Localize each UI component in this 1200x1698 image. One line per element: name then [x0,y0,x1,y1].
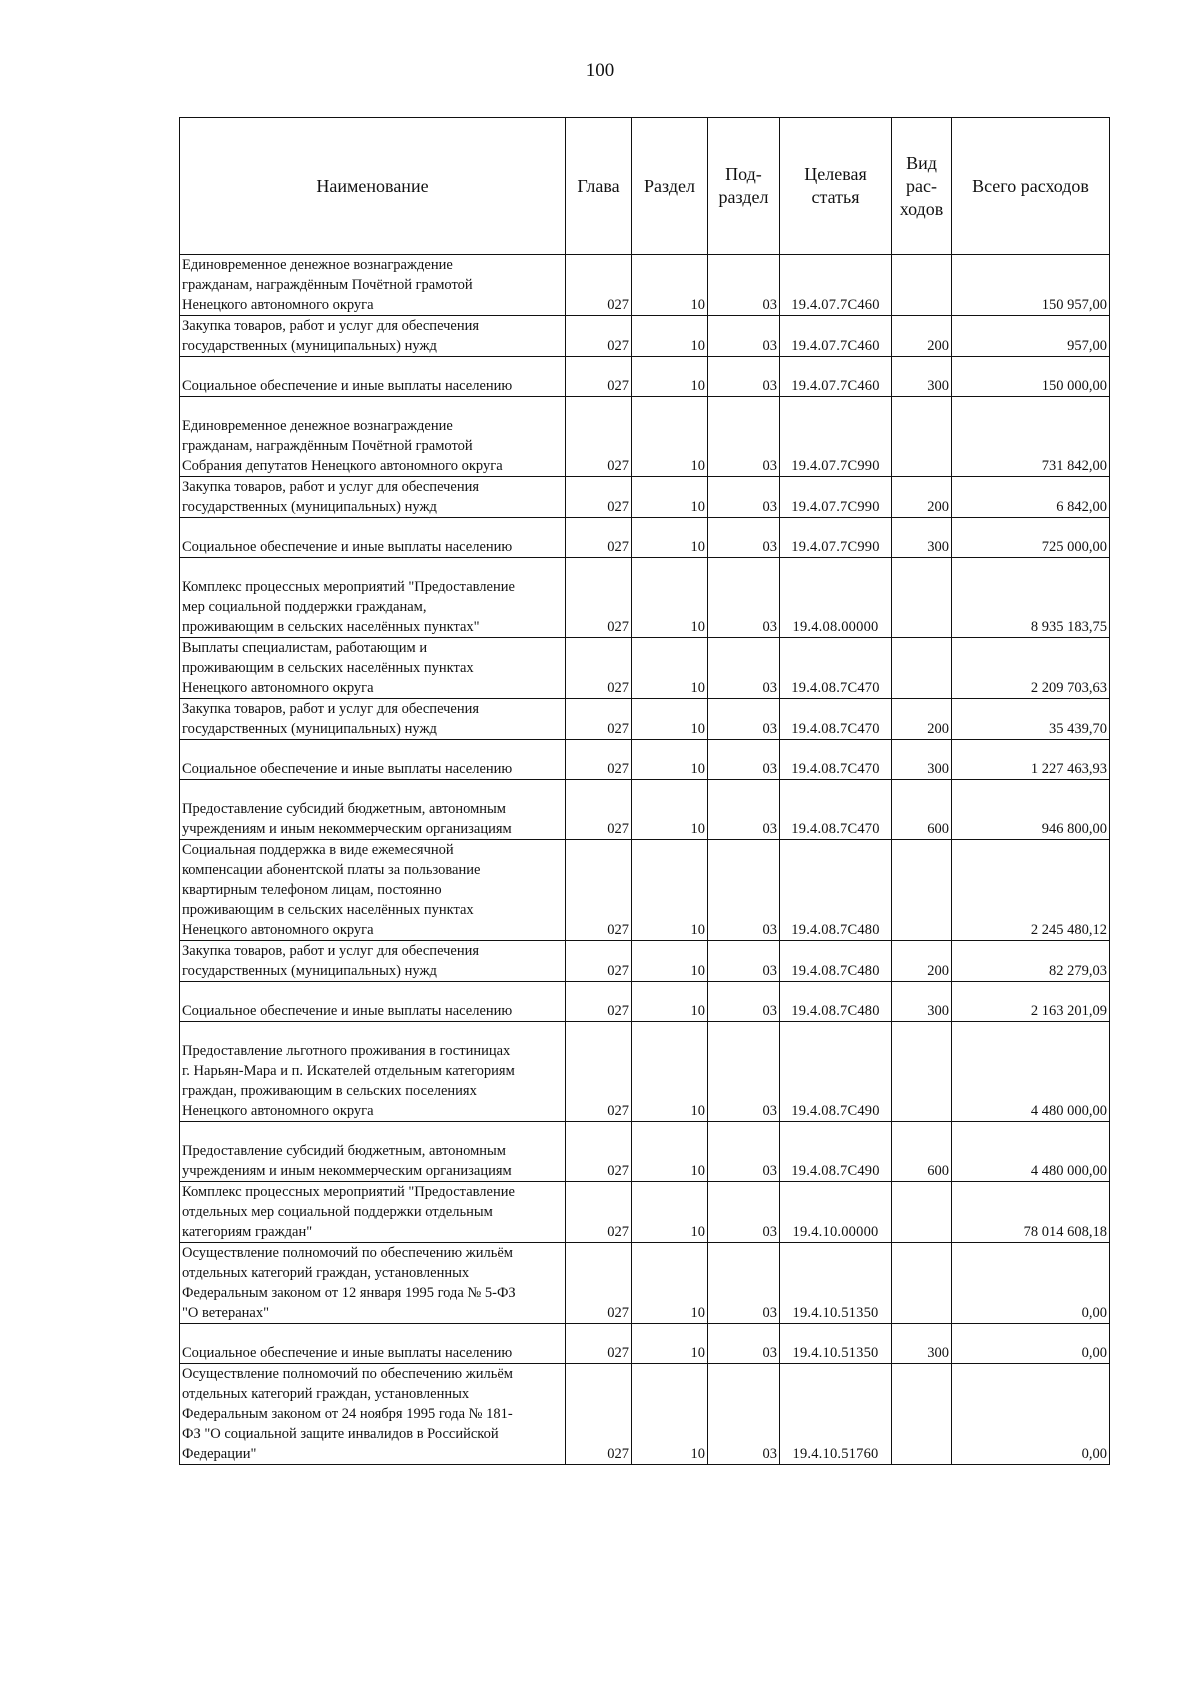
cell-total: 4 480 000,00 [952,1122,1110,1182]
cell-name: Единовременное денежное вознаграждение гражданам, награждённым Почётной грамотой Собрания депутатов Ненецкого автономного округа [180,397,566,477]
cell-total: 2 209 703,63 [952,638,1110,699]
cell-razdel: 10 [632,1324,708,1364]
cell-vid-rashodov: 300 [892,740,952,780]
cell-podrazdel: 03 [708,357,780,397]
cell-podrazdel: 03 [708,518,780,558]
cell-vid-rashodov [892,1243,952,1324]
cell-total: 957,00 [952,316,1110,357]
table-row [180,1022,1110,1122]
cell-razdel: 10 [632,316,708,357]
cell-podrazdel: 03 [708,982,780,1022]
cell-podrazdel: 03 [708,1022,780,1122]
cell-glava: 027 [566,699,632,740]
table-row [180,982,1110,1022]
cell-glava: 027 [566,941,632,982]
table-row [180,1182,1110,1243]
cell-glava: 027 [566,1364,632,1465]
table-row [180,1324,1110,1364]
cell-glava: 027 [566,740,632,780]
cell-vid-rashodov: 200 [892,941,952,982]
header-total: Всего расходов [952,118,1110,255]
cell-name: Закупка товаров, работ и услуг для обеспечения государственных (муниципальных) нужд [180,477,566,518]
cell-name: Социальное обеспечение и иные выплаты населению [180,357,566,397]
cell-vid-rashodov: 200 [892,699,952,740]
cell-glava: 027 [566,840,632,941]
cell-razdel: 10 [632,1022,708,1122]
cell-razdel: 10 [632,1364,708,1465]
cell-total: 150 000,00 [952,357,1110,397]
cell-name: Социальное обеспечение и иные выплаты населению [180,1324,566,1364]
cell-razdel: 10 [632,780,708,840]
cell-vid-rashodov: 200 [892,316,952,357]
cell-name: Социальная поддержка в виде ежемесячной компенсации абонентской платы за пользование квартирным телефоном лицам, постоянно проживающим в сельских населённых пунктах Ненецкого автономного округа [180,840,566,941]
table-row [180,941,1110,982]
cell-glava: 027 [566,255,632,316]
cell-total: 4 480 000,00 [952,1022,1110,1122]
cell-podrazdel: 03 [708,638,780,699]
cell-celevaya-statya: 19.4.10.51760 [780,1364,892,1465]
cell-podrazdel: 03 [708,699,780,740]
cell-glava: 027 [566,1182,632,1243]
cell-vid-rashodov [892,558,952,638]
table-header-row [180,118,1110,255]
cell-glava: 027 [566,1122,632,1182]
cell-total: 731 842,00 [952,397,1110,477]
cell-glava: 027 [566,638,632,699]
cell-glava: 027 [566,518,632,558]
cell-name: Закупка товаров, работ и услуг для обеспечения государственных (муниципальных) нужд [180,941,566,982]
cell-razdel: 10 [632,982,708,1022]
cell-total: 1 227 463,93 [952,740,1110,780]
cell-razdel: 10 [632,1122,708,1182]
cell-total: 8 935 183,75 [952,558,1110,638]
cell-glava: 027 [566,1324,632,1364]
cell-total: 78 014 608,18 [952,1182,1110,1243]
cell-glava: 027 [566,1022,632,1122]
cell-podrazdel: 03 [708,255,780,316]
cell-vid-rashodov: 600 [892,1122,952,1182]
cell-vid-rashodov: 300 [892,1324,952,1364]
cell-celevaya-statya: 19.4.08.7С490 [780,1022,892,1122]
table-row [180,558,1110,638]
cell-razdel: 10 [632,699,708,740]
table-row [180,780,1110,840]
cell-vid-rashodov: 300 [892,357,952,397]
cell-glava: 027 [566,982,632,1022]
cell-vid-rashodov [892,638,952,699]
cell-glava: 027 [566,1243,632,1324]
table-row [180,740,1110,780]
header-vid-rashodov: Вид рас- ходов [892,118,952,255]
cell-total: 0,00 [952,1324,1110,1364]
cell-celevaya-statya: 19.4.07.7С460 [780,316,892,357]
cell-razdel: 10 [632,941,708,982]
cell-glava: 027 [566,477,632,518]
cell-vid-rashodov [892,1364,952,1465]
cell-celevaya-statya: 19.4.08.7С480 [780,840,892,941]
cell-total: 946 800,00 [952,780,1110,840]
table-row [180,840,1110,941]
cell-name: Социальное обеспечение и иные выплаты населению [180,518,566,558]
cell-name: Комплекс процессных мероприятий "Предоставление отдельных мер социальной поддержки отдельным категориям граждан" [180,1182,566,1243]
cell-celevaya-statya: 19.4.08.7С470 [780,699,892,740]
cell-vid-rashodov [892,1182,952,1243]
cell-razdel: 10 [632,840,708,941]
cell-vid-rashodov [892,397,952,477]
table-row [180,699,1110,740]
cell-razdel: 10 [632,518,708,558]
cell-celevaya-statya: 19.4.10.51350 [780,1324,892,1364]
cell-name: Предоставление субсидий бюджетным, автономным учреждениям и иным некоммерческим организациям [180,1122,566,1182]
cell-total: 35 439,70 [952,699,1110,740]
cell-name: Осуществление полномочий по обеспечению жильём отдельных категорий граждан, установленных Федеральным законом от 12 января 1995 года № 5-ФЗ "О ветеранах" [180,1243,566,1324]
cell-total: 2 163 201,09 [952,982,1110,1022]
cell-razdel: 10 [632,558,708,638]
cell-celevaya-statya: 19.4.08.7С470 [780,740,892,780]
cell-vid-rashodov: 600 [892,780,952,840]
header-razdel: Раздел [632,118,708,255]
header-name: Наименование [180,118,566,255]
cell-podrazdel: 03 [708,840,780,941]
cell-celevaya-statya: 19.4.07.7С460 [780,255,892,316]
cell-celevaya-statya: 19.4.08.7С480 [780,982,892,1022]
page-number: 100 [585,60,615,81]
table-row [180,518,1110,558]
table-row [180,255,1110,316]
cell-glava: 027 [566,316,632,357]
header-glava: Глава [566,118,632,255]
cell-celevaya-statya: 19.4.08.7С480 [780,941,892,982]
cell-podrazdel: 03 [708,1182,780,1243]
cell-razdel: 10 [632,255,708,316]
cell-glava: 027 [566,780,632,840]
cell-vid-rashodov: 200 [892,477,952,518]
cell-razdel: 10 [632,477,708,518]
cell-glava: 027 [566,558,632,638]
cell-vid-rashodov [892,1022,952,1122]
cell-podrazdel: 03 [708,1243,780,1324]
cell-razdel: 10 [632,638,708,699]
cell-total: 150 957,00 [952,255,1110,316]
cell-celevaya-statya: 19.4.10.51350 [780,1243,892,1324]
cell-name: Закупка товаров, работ и услуг для обеспечения государственных (муниципальных) нужд [180,316,566,357]
cell-celevaya-statya: 19.4.10.00000 [780,1182,892,1243]
cell-podrazdel: 03 [708,780,780,840]
cell-name: Предоставление субсидий бюджетным, автономным учреждениям и иным некоммерческим организациям [180,780,566,840]
budget-table [179,117,1110,1465]
cell-name: Единовременное денежное вознаграждение гражданам, награждённым Почётной грамотой Ненецкого автономного округа [180,255,566,316]
cell-glava: 027 [566,357,632,397]
header-celevaya-statya: Целевая статья [780,118,892,255]
cell-total: 0,00 [952,1243,1110,1324]
cell-name: Социальное обеспечение и иные выплаты населению [180,982,566,1022]
cell-celevaya-statya: 19.4.08.7С470 [780,780,892,840]
cell-total: 2 245 480,12 [952,840,1110,941]
cell-total: 725 000,00 [952,518,1110,558]
cell-podrazdel: 03 [708,1364,780,1465]
cell-celevaya-statya: 19.4.07.7С990 [780,518,892,558]
cell-razdel: 10 [632,357,708,397]
cell-name: Предоставление льготного проживания в гостиницах г. Нарьян-Мара и п. Искателей отдельным категориям граждан, проживающим в сельских поселениях Ненецкого автономного округа [180,1022,566,1122]
cell-razdel: 10 [632,740,708,780]
cell-name: Закупка товаров, работ и услуг для обеспечения государственных (муниципальных) нужд [180,699,566,740]
cell-podrazdel: 03 [708,740,780,780]
header-podrazdel: Под- раздел [708,118,780,255]
cell-podrazdel: 03 [708,1122,780,1182]
cell-name: Осуществление полномочий по обеспечению жильём отдельных категорий граждан, установленных Федеральным законом от 24 ноября 1995 года № 181- ФЗ "О социальной защите инвалидов в Российской Федерации" [180,1364,566,1465]
cell-celevaya-statya: 19.4.07.7С990 [780,477,892,518]
cell-total: 82 279,03 [952,941,1110,982]
table-row [180,1243,1110,1324]
cell-vid-rashodov [892,840,952,941]
cell-podrazdel: 03 [708,316,780,357]
table-row [180,638,1110,699]
cell-vid-rashodov [892,255,952,316]
table-row [180,357,1110,397]
cell-razdel: 10 [632,397,708,477]
cell-celevaya-statya: 19.4.07.7С460 [780,357,892,397]
table-row [180,316,1110,357]
cell-vid-rashodov: 300 [892,518,952,558]
table-row [180,1122,1110,1182]
cell-podrazdel: 03 [708,941,780,982]
cell-podrazdel: 03 [708,477,780,518]
cell-podrazdel: 03 [708,397,780,477]
cell-total: 6 842,00 [952,477,1110,518]
cell-razdel: 10 [632,1243,708,1324]
table-row [180,397,1110,477]
cell-podrazdel: 03 [708,1324,780,1364]
cell-total: 0,00 [952,1364,1110,1465]
cell-razdel: 10 [632,1182,708,1243]
table-row [180,1364,1110,1465]
cell-glava: 027 [566,397,632,477]
cell-name: Социальное обеспечение и иные выплаты населению [180,740,566,780]
table-row [180,477,1110,518]
cell-celevaya-statya: 19.4.08.00000 [780,558,892,638]
cell-name: Комплекс процессных мероприятий "Предоставление мер социальной поддержки гражданам, проживающим в сельских населённых пунктах" [180,558,566,638]
cell-celevaya-statya: 19.4.08.7С470 [780,638,892,699]
cell-podrazdel: 03 [708,558,780,638]
cell-celevaya-statya: 19.4.08.7С490 [780,1122,892,1182]
cell-vid-rashodov: 300 [892,982,952,1022]
cell-celevaya-statya: 19.4.07.7С990 [780,397,892,477]
table-body [180,255,1110,1465]
cell-name: Выплаты специалистам, работающим и проживающим в сельских населённых пунктах Ненецкого автономного округа [180,638,566,699]
